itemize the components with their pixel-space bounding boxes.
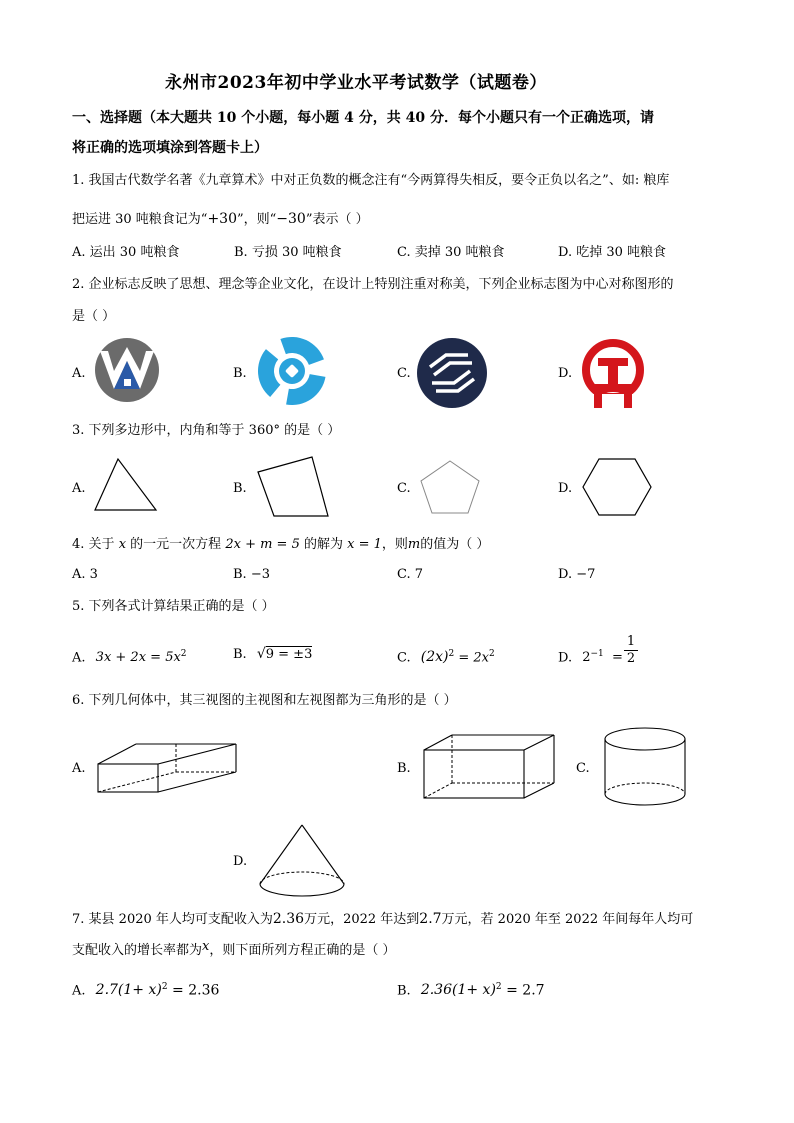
q1-option-d[interactable]: D. 吃掉 30 吨粮食 — [558, 245, 667, 260]
q1-minus30: −30 — [276, 211, 306, 227]
q3-triangle[interactable] — [92, 456, 162, 516]
q1-text-a: 把运进 30 吨粮食记为“ — [72, 212, 208, 227]
q7-b-rhs: = 2.7 — [501, 982, 545, 999]
q7-text-c: 万元，若 2020 年至 2022 年间每年人均可 — [441, 912, 694, 927]
q5-c-rhs: = 2x — [454, 650, 489, 666]
logo-d-leg-left — [594, 390, 602, 408]
q4-text-c: 的解为 — [303, 537, 343, 552]
q3-option-c-label[interactable]: C. — [397, 481, 411, 496]
q1-text-b: ”，则“ — [237, 212, 277, 227]
q4-text-e: 的值为（ ） — [420, 537, 490, 552]
logo-a-window — [124, 379, 131, 386]
q3-quadrilateral[interactable] — [254, 454, 334, 520]
q4-option-a[interactable]: A. 3 — [72, 567, 98, 582]
q7-text-e: ，则下面所列方程正确的是（ ） — [209, 943, 396, 958]
q7-a-sup: 2 — [161, 982, 168, 992]
q2-logo-b[interactable] — [254, 333, 330, 409]
q5-stem: 5. 下列各式计算结果正确的是（ ） — [72, 599, 275, 614]
q7-a-expr: 2.7(1+ x) — [95, 982, 162, 999]
q4-option-d[interactable]: D. −7 — [558, 567, 596, 582]
q7-stem-line1 — [72, 910, 693, 929]
q2-logo-d[interactable] — [580, 338, 646, 410]
q7-var-x: x — [202, 939, 210, 954]
q6-option-a-label[interactable]: A. — [72, 761, 86, 776]
q7-option-b[interactable] — [397, 978, 545, 1000]
q5-a-sup: 2 — [180, 649, 187, 659]
q5-c-expr: (2x) — [420, 649, 449, 666]
logo-c-circle — [417, 338, 487, 408]
q7-stem-line2 — [72, 939, 396, 960]
q4-text-b: 的一元一次方程 — [130, 537, 222, 552]
q1-option-b[interactable]: B. 亏损 30 吨粮食 — [234, 245, 342, 260]
q7-option-a[interactable] — [72, 978, 219, 1000]
q3-option-b-label[interactable]: B. — [233, 481, 247, 496]
q5-d-base: 2 — [582, 650, 591, 666]
q6-cylinder[interactable] — [600, 724, 690, 810]
q2-logo-a[interactable] — [92, 337, 162, 403]
q1-stem-line1: 1. 我国古代数学名著《九章算术》中对正负数的概念注有“今两算得失相反，要令正负以名之”、如: 粮库 — [72, 173, 670, 188]
q5-d-numerator: 1 — [624, 634, 638, 651]
q2-option-b-label[interactable]: B. — [233, 366, 247, 381]
page-title: 永州市2023年初中学业水平考试数学（试题卷） — [165, 73, 547, 93]
q5-c-label: C. — [397, 650, 411, 666]
q6-option-d-label[interactable]: D. — [233, 854, 248, 869]
q5-b-label: B. — [233, 647, 247, 662]
q3-hexagon[interactable] — [580, 456, 654, 518]
q7-text-b: 万元，2022 年达到 — [304, 912, 420, 927]
q2-option-a-label[interactable]: A. — [72, 366, 86, 381]
q2-stem-line1: 2. 企业标志反映了思想、理念等企业文化，在设计上特别注重对称美，下列企业标志图为中心对称图形的 — [72, 277, 674, 292]
sqrt-icon: √ — [256, 646, 266, 662]
q5-option-d[interactable] — [558, 645, 623, 667]
q7-a-label: A. — [72, 983, 86, 999]
q3-option-a-label[interactable]: A. — [72, 481, 86, 496]
q4-text-d: ，则 — [381, 537, 408, 552]
q1-stem-line2 — [72, 210, 369, 229]
logo-d-rail-stem — [608, 364, 618, 384]
q2-stem-line2: 是（ ） — [72, 309, 116, 324]
q7-a-rhs: = 2.36 — [167, 982, 220, 999]
logo-d-leg-right — [624, 390, 632, 408]
q2-logo-c[interactable] — [416, 337, 488, 409]
q5-b-expr: 9 = ±3 — [265, 647, 313, 662]
q6-option-c-label[interactable]: C. — [576, 761, 590, 776]
q7-text-d: 支配收入的增长率都为 — [72, 943, 203, 958]
q5-d-label: D. — [558, 650, 573, 666]
q3-option-d-label[interactable]: D. — [558, 481, 573, 496]
q5-d-sup: −1 — [590, 649, 604, 659]
q5-option-c[interactable] — [397, 645, 495, 667]
q7-value-2022: 2.7 — [419, 911, 442, 927]
q6-cuboid-flat[interactable] — [94, 740, 240, 796]
q2-option-c-label[interactable]: C. — [397, 366, 411, 381]
q7-text-a: 7. 某县 2020 年人均可支配收入为 — [72, 912, 273, 927]
q4-option-c[interactable]: C. 7 — [397, 567, 424, 582]
q4-solution: x = 1 — [347, 537, 382, 552]
q5-c-sup: 2 — [448, 649, 455, 659]
q3-stem: 3. 下列多边形中，内角和等于 360° 的是（ ） — [72, 423, 341, 438]
q5-d-eq: = — [611, 650, 623, 666]
q7-b-label: B. — [397, 983, 411, 999]
q5-a-expr: 3x + 2x = 5x — [95, 650, 181, 666]
q7-value-2020: 2.36 — [272, 911, 305, 927]
q6-stem: 6. 下列几何体中，其三视图的主视图和左视图都为三角形的是（ ） — [72, 693, 457, 708]
section-heading-line1: 一、选择题（本大题共 10 个小题，每小题 4 分，共 40 分．每个小题只有一个正确选项，请 — [72, 110, 654, 126]
q5-d-fraction — [624, 634, 638, 667]
q4-stem — [72, 536, 489, 554]
q4-var-m: m — [407, 537, 421, 552]
q4-var-x: x — [118, 537, 127, 552]
q1-plus30: +30 — [207, 211, 237, 227]
q4-option-b[interactable]: B. −3 — [233, 567, 270, 582]
q5-option-a[interactable] — [72, 645, 187, 667]
section-heading-line2: 将正确的选项填涂到答题卡上） — [72, 140, 268, 156]
q6-cone[interactable] — [256, 822, 348, 900]
q6-cuboid[interactable] — [420, 732, 558, 802]
q1-text-c: ”表示（ ） — [305, 212, 369, 227]
q1-option-c[interactable]: C. 卖掉 30 吨粮食 — [397, 245, 505, 260]
q4-equation: 2x + m = 5 — [225, 537, 300, 552]
q7-b-expr: 2.36(1+ x) — [420, 982, 496, 999]
q4-text-a: 4. 关于 — [72, 537, 115, 552]
q5-option-b[interactable] — [233, 645, 312, 664]
q1-option-a[interactable]: A. 运出 30 吨粮食 — [72, 245, 180, 260]
q5-c-rhs-sup: 2 — [489, 649, 495, 659]
q7-b-sup: 2 — [495, 982, 502, 992]
q5-a-label: A. — [72, 650, 86, 666]
q3-pentagon[interactable] — [418, 458, 482, 516]
q5-d-denominator: 2 — [626, 651, 636, 666]
q6-option-b-label[interactable]: B. — [397, 761, 411, 776]
q2-option-d-label[interactable]: D. — [558, 366, 573, 381]
